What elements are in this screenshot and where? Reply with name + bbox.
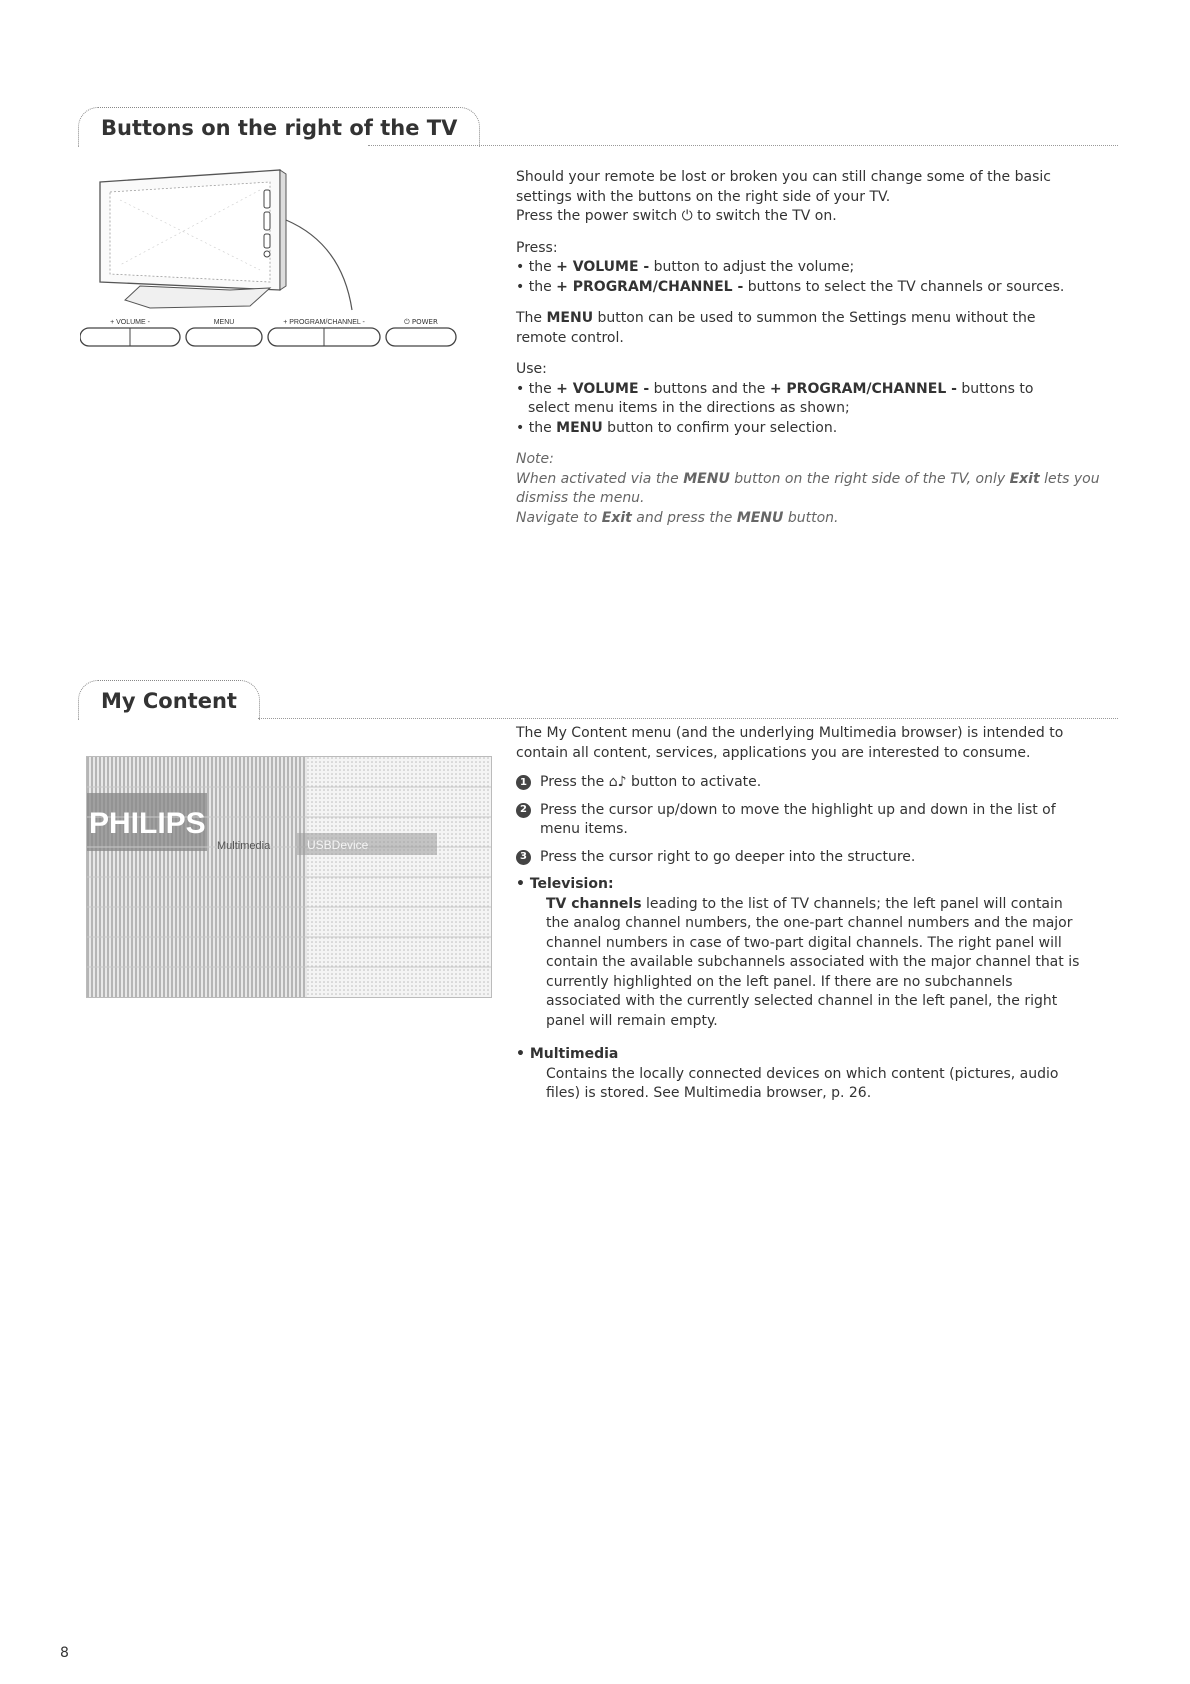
- multimedia-description: Contains the locally connected devices on which content (pictures, audio files) is stored. See Multimedia browser, p. 26.: [546, 1065, 1059, 1101]
- note-line: Navigate to Exit and press the MENU button.: [516, 509, 839, 526]
- intro-line: settings with the buttons on the right side of your TV.: [516, 188, 891, 205]
- menu-description-line2: remote control.: [516, 329, 624, 346]
- section-header-buttons: [78, 107, 1118, 147]
- page-number: 8: [60, 1645, 69, 1661]
- use-item-navigate: • the + VOLUME - buttons and the + PROGRAM/CHANNEL - buttons to: [516, 380, 1034, 397]
- section-title-buttons: Buttons on the right of the TV: [78, 107, 480, 147]
- use-item-confirm: • the MENU button to confirm your selection.: [516, 419, 838, 436]
- my-content-menu-screenshot: [86, 756, 492, 998]
- step-2: 2 Press the cursor up/down to move the highlight up and down in the list of menu items.: [516, 801, 1116, 840]
- television-description: TV channels leading to the list of TV channels; the left panel will contain the analog channel numbers, the one-part channel numbers and the major channel numbers in case of two-part digital channels. The right panel will contain the available subchannels associated with the major channel that is currently highlighted on the left panel. If there are no subchannels associated with the currently selected channel in the left panel, the right panel will remain empty.: [546, 895, 1080, 1029]
- volume-label: + VOLUME -: [110, 319, 150, 326]
- intro-line: contain all content, services, applications you are interested to consume.: [516, 744, 1031, 761]
- section-buttons-text: [516, 168, 1116, 528]
- press-label: Press:: [516, 239, 558, 256]
- section-rule: [368, 145, 1118, 146]
- power-instruction: Press the power switch ⏻ to switch the TV on.: [516, 208, 837, 224]
- side-button-panel: [80, 328, 456, 346]
- menu-label: MENU: [213, 319, 235, 326]
- note-label: Note:: [516, 451, 554, 467]
- menu-screenshot-graphic: [87, 757, 491, 997]
- step-1: 1 Press the ⌂♪ button to activate.: [516, 773, 1116, 793]
- step-number-icon: 3: [516, 850, 531, 865]
- power-symbol-icon: ⏻: [681, 208, 693, 224]
- menu-description: The MENU button can be used to summon the Settings menu without the: [516, 310, 1036, 326]
- press-item-program: • the + PROGRAM/CHANNEL - buttons to select the TV channels or sources.: [516, 278, 1065, 295]
- use-item-navigate-line2: select menu items in the directions as shown;: [528, 400, 850, 416]
- step-3: 3 Press the cursor right to go deeper into the structure.: [516, 848, 1116, 868]
- intro-line: The My Content menu (and the underlying Multimedia browser) is intended to: [516, 725, 1064, 741]
- multimedia-heading: • Multimedia: [516, 1046, 619, 1062]
- section-rule: [258, 718, 1118, 719]
- menu-item-usb-device: USBDevice: [307, 838, 369, 852]
- television-heading: • Television:: [516, 876, 614, 892]
- step-number-icon: 2: [516, 803, 531, 818]
- my-content-button-icon: ⌂♪: [608, 774, 627, 790]
- intro-line: Should your remote be lost or broken you can still change some of the basic: [516, 169, 1051, 185]
- menu-logo: PHILIPS: [89, 807, 206, 840]
- use-label: Use:: [516, 361, 547, 377]
- section-header-my-content: [78, 680, 1118, 720]
- section-title-my-content: My Content: [78, 680, 260, 720]
- section-my-content-text: [516, 724, 1116, 1104]
- tv-set-drawing: [100, 170, 352, 310]
- menu-item-multimedia: Multimedia: [217, 840, 271, 852]
- step-number-icon: 1: [516, 775, 531, 790]
- note-line: dismiss the menu.: [516, 490, 645, 506]
- press-item-volume: • the + VOLUME - button to adjust the volume;: [516, 259, 855, 275]
- power-label: ⏻ POWER: [404, 318, 438, 326]
- program-channel-label: + PROGRAM/CHANNEL -: [283, 319, 365, 326]
- note-line: When activated via the MENU button on the right side of the TV, only Exit lets you: [516, 470, 1100, 487]
- tv-buttons-illustration: [80, 160, 480, 380]
